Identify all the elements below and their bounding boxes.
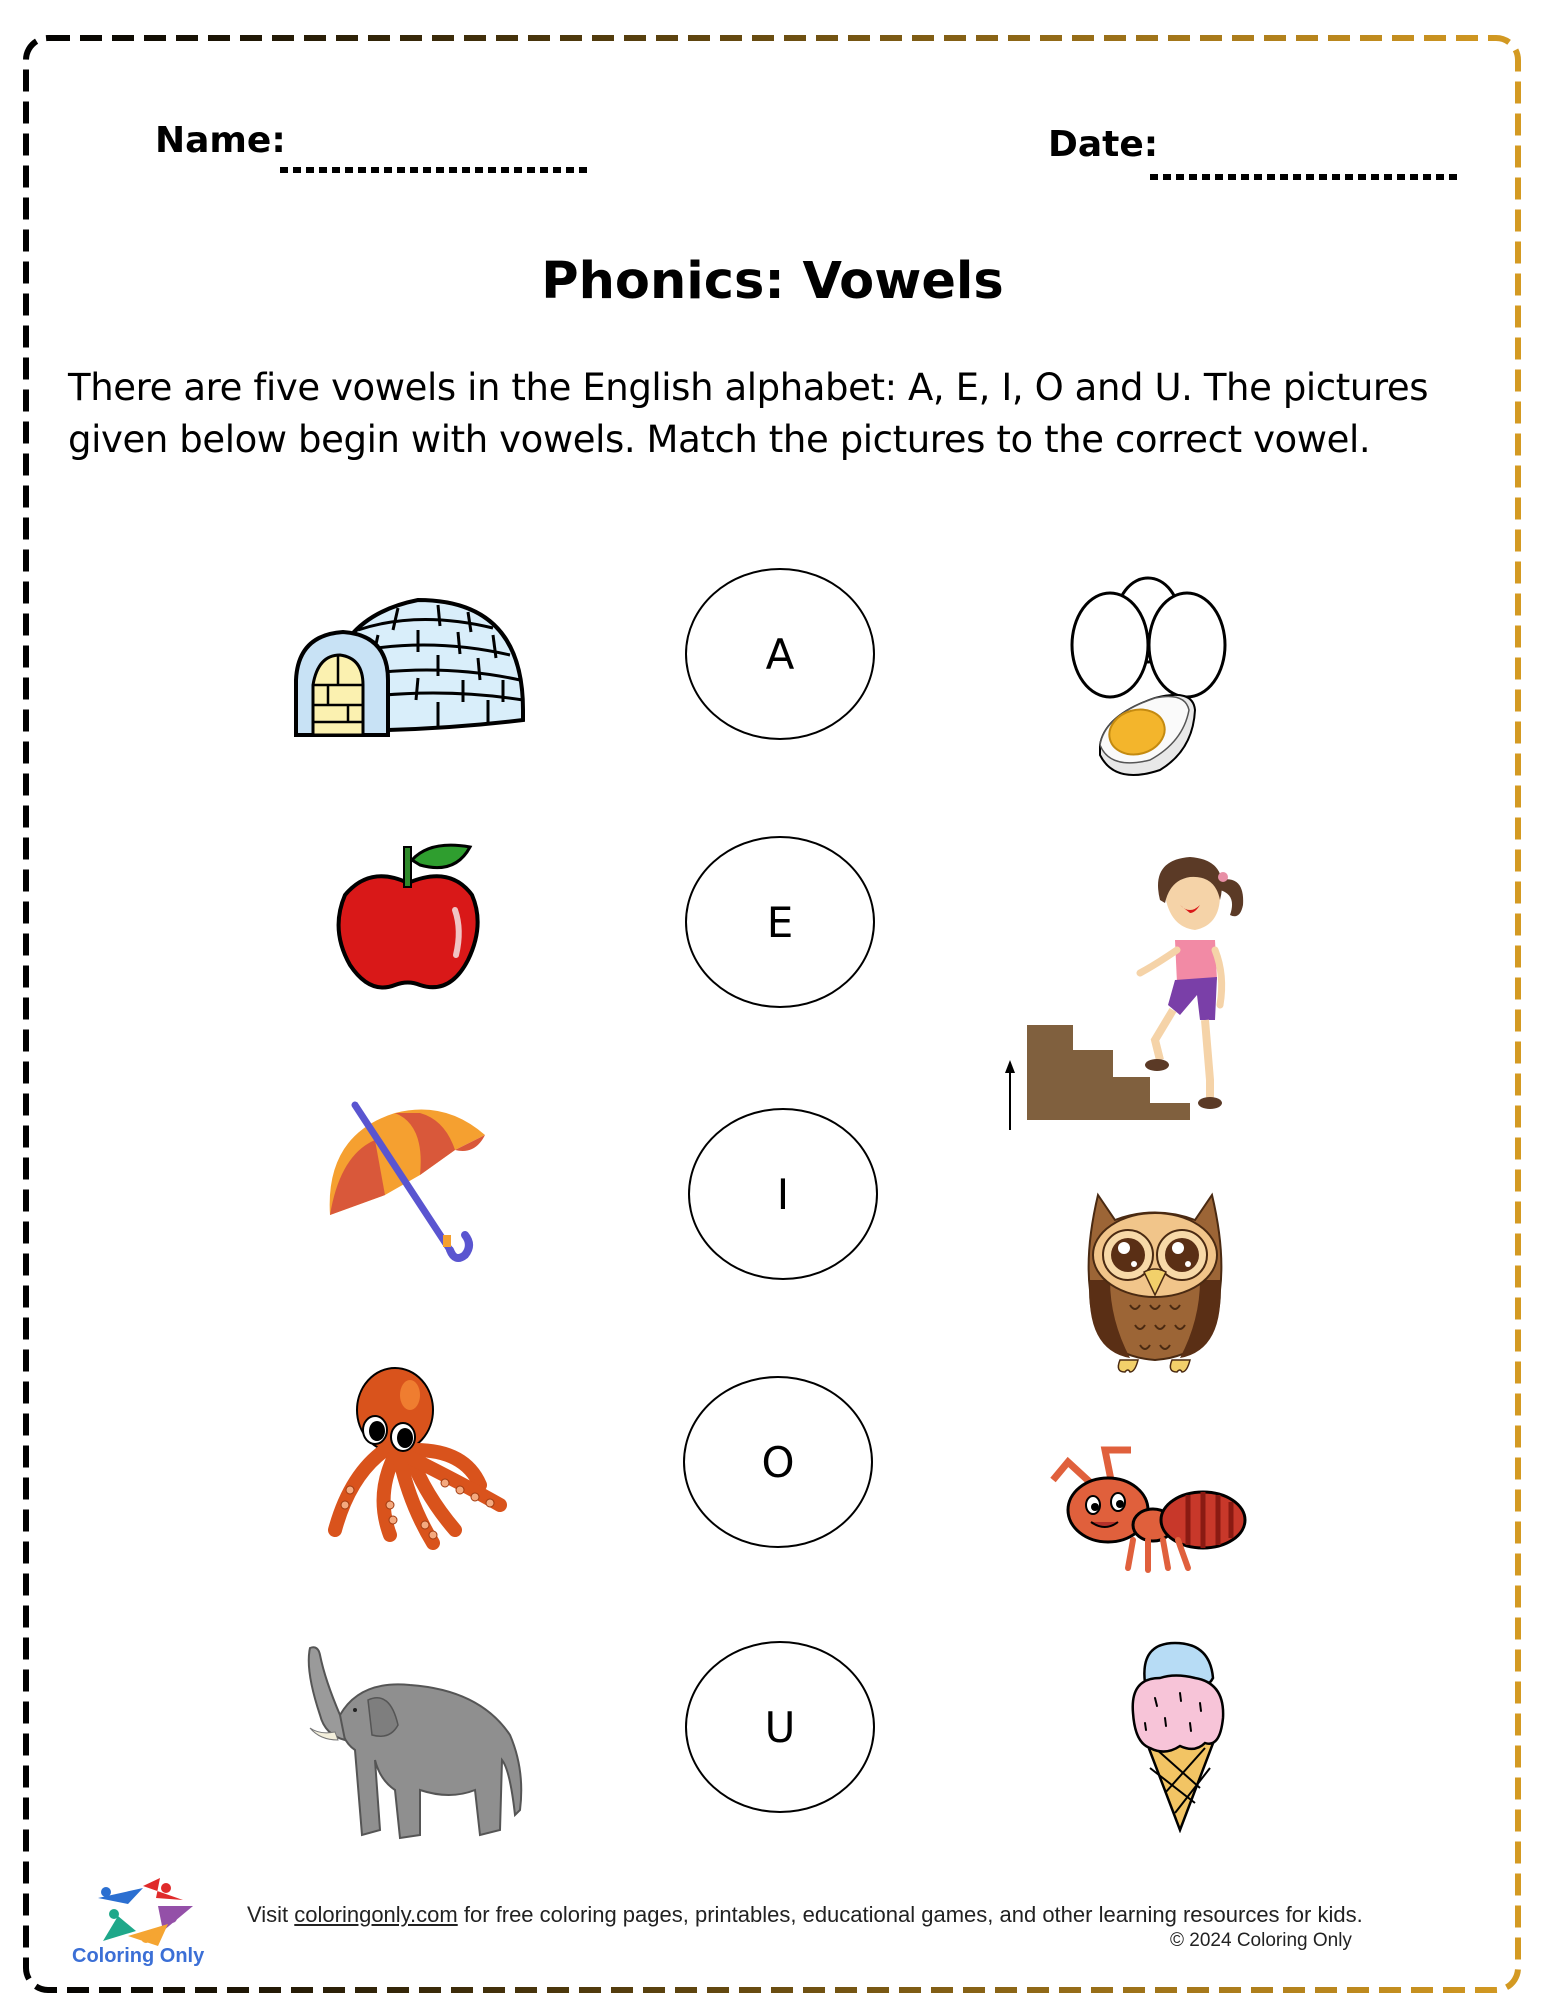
apple-icon	[330, 835, 490, 995]
vowel-circle-a[interactable]	[685, 568, 875, 740]
elephant-icon	[280, 1640, 535, 1845]
vowel-circle-i[interactable]	[688, 1108, 878, 1280]
date-field[interactable]	[1150, 174, 1462, 180]
girl-upstairs-icon	[1005, 855, 1250, 1135]
vowel-letter: I	[776, 1169, 790, 1219]
ice-cream-icon	[1125, 1638, 1235, 1833]
octopus-picture[interactable]	[315, 1365, 515, 1550]
apple-picture[interactable]	[330, 835, 490, 995]
logo-figures-icon	[68, 1876, 218, 1946]
name-label: Name:	[155, 120, 286, 161]
instructions-text: There are five vowels in the English alphabet: A, E, I, O and U. The pictures given below begin with vowels. Match the pictures to the correct vowel.	[68, 366, 1429, 461]
octopus-icon	[315, 1365, 515, 1550]
footer-visit: Visit	[247, 1902, 295, 1927]
copyright-text: © 2024 Coloring Only	[1170, 1930, 1352, 1951]
upstairs-picture[interactable]	[1005, 855, 1250, 1135]
vowel-letter: A	[765, 629, 795, 679]
vowel-letter: E	[766, 897, 794, 947]
ant-icon	[1043, 1440, 1253, 1575]
igloo-icon	[288, 580, 533, 740]
umbrella-icon	[325, 1095, 490, 1265]
ant-picture[interactable]	[1043, 1440, 1253, 1575]
vowel-circle-o[interactable]	[683, 1376, 873, 1548]
footer-link[interactable]: coloringonly.com	[294, 1902, 458, 1927]
elephant-picture[interactable]	[280, 1640, 535, 1845]
name-field[interactable]	[280, 167, 592, 173]
umbrella-picture[interactable]	[325, 1095, 490, 1265]
date-label: Date:	[1048, 124, 1159, 165]
igloo-picture[interactable]	[288, 580, 533, 740]
page-title: Phonics: Vowels	[541, 252, 1004, 311]
owl-picture[interactable]	[1080, 1190, 1230, 1380]
ice-cream-picture[interactable]	[1125, 1638, 1235, 1833]
vowel-letter: O	[761, 1437, 795, 1487]
footer-rest: for free coloring pages, printables, educational games, and other learning resources for kids.	[457, 1902, 1363, 1927]
vowel-circle-u[interactable]	[685, 1641, 875, 1813]
eggs-picture[interactable]	[1065, 570, 1235, 780]
vowel-letter: U	[764, 1702, 796, 1752]
logo-text: Coloring Only	[72, 1945, 205, 1967]
vowel-circle-e[interactable]	[685, 836, 875, 1008]
owl-icon	[1080, 1190, 1230, 1380]
footer-text	[247, 1899, 1427, 1930]
eggs-icon	[1065, 570, 1235, 780]
